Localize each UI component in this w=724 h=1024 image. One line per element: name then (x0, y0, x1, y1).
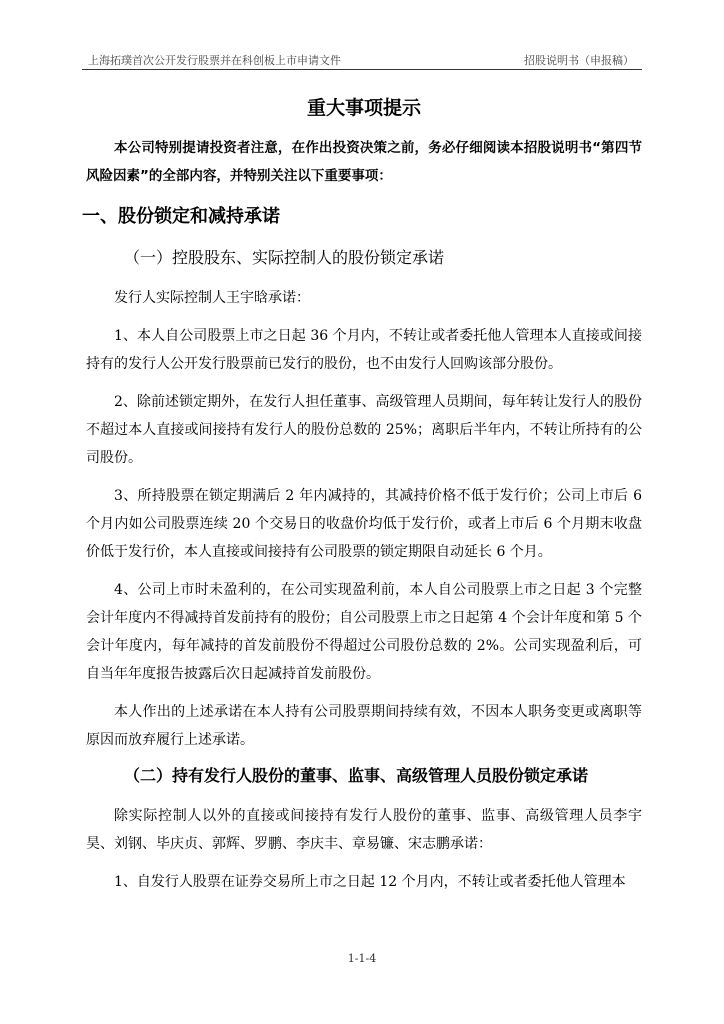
commitment-item-4: 4、公司上市时未盈利的，在公司实现盈利前，本人自公司股票上市之日起 3 个完整会计年度内不得减持首发前持有的股份；自公司股票上市之日起第 4 个会计年度和第 5 个会计年度内，每年减持的首发前股份不得超过公司股份总数的 2%。公司实现盈利后，可自当年年度报告披露后次日起减持首发前股份。 (86, 582, 642, 682)
section-heading-share-lockup: 一、股份锁定和减持承诺 (82, 206, 280, 227)
directors-item-1: 1、自发行人股票在证券交易所上市之日起 12 个月内，不转让或者委托他人管理本 (114, 874, 626, 890)
header-document-type: 招股说明书（申报稿） (524, 54, 634, 67)
commitment-item-2: 2、除前述锁定期外，在发行人担任董事、高级管理人员期间，每年转让发行人的股份不超过本人直接或间接持有发行人的股份总数的 25%；离职后半年内，不转让所持有的公司股份。 (86, 394, 642, 466)
subsection-lead: 发行人实际控制人王宇晗承诺： (114, 290, 310, 306)
commitment-item-1: 1、本人自公司股票上市之日起 36 个月内，不转让或者委托他人管理本人直接或间接持有的发行人公开发行股票前已发行的股份，也不由发行人回购该部分股份。 (86, 328, 642, 372)
intro-paragraph: 本公司特别提请投资者注意，在作出投资决策之前，务必仔细阅读本招股说明书“第四节 风险因素”的全部内容，并特别关注以下重要事项： (86, 140, 656, 184)
page-title: 重大事项提示 (306, 97, 421, 119)
commitment-item-3: 3、所持股票在锁定期满后 2 年内减持的，其减持价格不低于发行价；公司上市后 6 个月内如公司股票连续 20 个交易日的收盘价均低于发行价，或者上市后 6 个月期末收盘价低于发行价，本人直接或间接持有公司股票的锁定期限自动延长 6 个月。 (86, 488, 642, 560)
header-document-title: 上海拓璞首次公开发行股票并在科创板上市申请文件 (88, 54, 341, 67)
header-divider (82, 69, 642, 70)
page-body (82, 90, 656, 906)
subsection-heading-directors: （二）持有发行人股份的董事、监事、高级管理人员股份锁定承诺 (124, 766, 589, 785)
page-number: 1-1-4 (347, 952, 377, 965)
page-header (82, 52, 642, 70)
commitment-closing: 本人作出的上述承诺在本人持有公司股票期间持续有效，不因本人职务变更或离职等原因而放弃履行上述承诺。 (86, 704, 642, 748)
subsection-lead-directors: 除实际控制人以外的直接或间接持有发行人股份的董事、监事、高级管理人员李宇昊、刘钢、毕庆贞、郭辉、罗鹏、李庆丰、章易镰、宋志鹏承诺： (86, 808, 642, 852)
subsection-heading-controlling-shareholder: （一）控股股东、实际控制人的股份锁定承诺 (124, 248, 445, 267)
